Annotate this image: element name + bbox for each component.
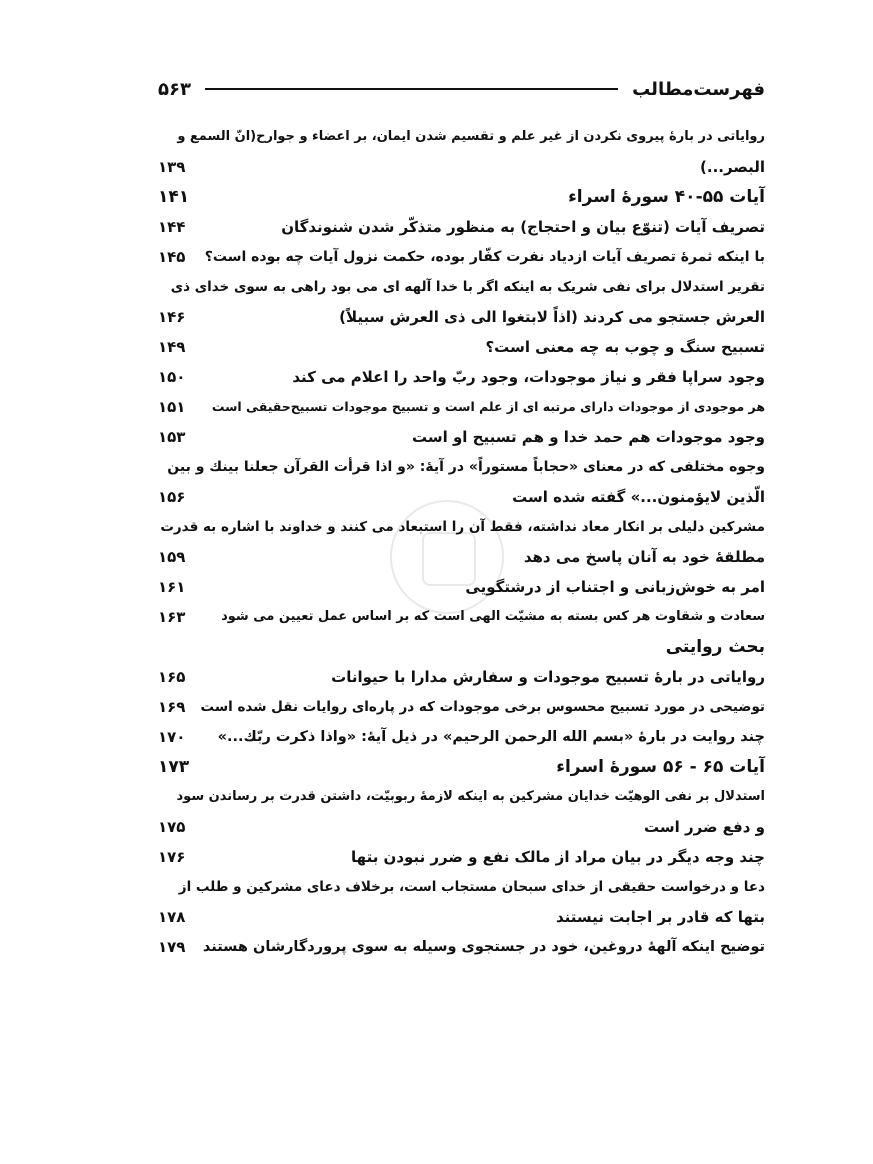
toc-entry: [158, 812, 765, 842]
toc-entry: [158, 932, 765, 962]
toc-entry: [158, 392, 765, 422]
toc-entry-text: چند روایت در بارهٔ «بسم الله الرحمن الرحیم» در ذیل آیهٔ: «واذا ذکرت ربّك...»: [217, 729, 765, 745]
toc-section-title: آیات ۵۵-۴۰ سورهٔ اسراء: [568, 187, 765, 207]
toc-entry-page: ۱۷۵: [158, 818, 186, 836]
toc-entry-text: تسبیح سنگ و چوب به چه معنی است؟: [485, 338, 765, 356]
toc-section-heading: [158, 182, 765, 212]
toc-entry-page: ۱۴۵: [158, 248, 186, 266]
toc-entry-page: ۱۵۱: [158, 398, 186, 416]
toc-entry: [158, 602, 765, 632]
toc-entry-page: ۱۴۴: [158, 218, 186, 236]
toc-entry-text: امر به خوش‌زبانی و اجتناب از درشتگویی: [465, 578, 765, 596]
toc-entry-text: استدلال بر نفی الوهیّت خدایان مشرکین به اینکه لازمهٔ ربوبیّت، داشتن قدرت بر رساندن سود: [176, 789, 765, 804]
toc-entry-text: توضیح اینکه آلههٔ دروغین، خود در جستجوی وسیله به سوی پروردگارشان هستند: [202, 939, 765, 955]
toc-entry: [158, 512, 765, 542]
toc-entry: [158, 362, 765, 392]
toc-entry-page: ۱۳۹: [158, 158, 186, 176]
toc-entry-page: ۱۴۱: [158, 187, 190, 207]
toc-section-heading: [158, 632, 765, 662]
toc-entry-page: ۱۶۳: [158, 608, 186, 626]
toc-entry-page: ۱۵۳: [158, 428, 186, 446]
toc-entry-text: البصر...): [700, 158, 765, 176]
toc-entry: [158, 422, 765, 452]
toc-entry: [158, 872, 765, 902]
toc-entry-page: ۱۵۹: [158, 548, 186, 566]
toc-entry-page: ۱۴۹: [158, 338, 186, 356]
toc-section-heading: [158, 752, 765, 782]
toc-entry-text: و دفع ضرر است: [644, 818, 765, 836]
toc-entry: [158, 242, 765, 272]
toc-entry-text: وجود سراپا فقر و نیاز موجودات، وجود ربّ واحد را اعلام می کند: [292, 368, 765, 386]
header-page-number: ۵۶۳: [158, 78, 191, 100]
toc-entry-text: مطلقهٔ خود به آنان پاسخ می دهد: [523, 548, 765, 566]
toc-entry-text: چند وجه دیگر در بیان مراد از مالک نفع و ضرر نبودن بتها: [351, 848, 765, 866]
toc-entry: [158, 332, 765, 362]
toc-entry-text: تصریف آیات (تنوّع بیان و احتجاج) به منظور متذکّر شدن شنوندگان: [281, 218, 765, 236]
toc-entry: [158, 212, 765, 242]
toc-entry-page: ۱۷۳: [158, 757, 190, 777]
toc-entry: [158, 722, 765, 752]
toc-entry-text: وجود موجودات هم حمد خدا و هم تسبیح او است: [411, 428, 765, 446]
header-title: فهرست‌مطالب: [632, 78, 765, 100]
toc-entry-page: ۱۷۹: [158, 938, 186, 956]
toc-entry: [158, 122, 765, 152]
toc-entry-page: ۱۶۵: [158, 668, 186, 686]
toc-entry: [158, 782, 765, 812]
header-rule: [205, 88, 618, 90]
toc-entry-page: ۱۶۱: [158, 578, 186, 596]
toc-entry-text: روایاتی در بارهٔ تسبیح موجودات و سفارش مدارا با حیوانات: [331, 668, 765, 686]
toc-entry: [158, 152, 765, 182]
toc-entry-text: روایاتی در بارهٔ پیروی نکردن از غیر علم و تقسیم شدن ایمان، بر اعضاء و جوارح(انّ السمع و: [177, 129, 765, 144]
toc-entry-page: ۱۷۸: [158, 908, 186, 926]
toc-entry-page: ۱۵۰: [158, 368, 186, 386]
toc-entry-text: تقریر استدلال برای نفی شریک به اینکه اگر با خدا آلهه ای می بود راهی به سوی خدای ذی: [170, 279, 765, 295]
toc-entry: [158, 842, 765, 872]
toc-section-title: بحث روایتی: [665, 637, 765, 657]
toc-entry: [158, 902, 765, 932]
table-of-contents: [158, 122, 765, 962]
toc-entry-text: العرش جستجو می کردند (اذاً لابتغوا الی ذی العرش سبیلاً): [339, 308, 765, 326]
toc-entry-page: ۱۵۶: [158, 488, 186, 506]
toc-entry-text: دعا و درخواست حقیقی از خدای سبحان مستجاب است، برخلاف دعای مشرکین و طلب از: [178, 879, 765, 895]
toc-entry: [158, 542, 765, 572]
toc-entry: [158, 272, 765, 302]
toc-entry-page: ۱۷۰: [158, 728, 186, 746]
toc-entry: [158, 482, 765, 512]
toc-entry: [158, 452, 765, 482]
toc-entry-text: وجوه مختلفی که در معنای «حجاباً مستوراً» در آیهٔ: «و اذا قرأت القرآن جعلنا بینك و بین: [167, 459, 765, 475]
toc-entry-text: بتها که قادر بر اجابت نیستند: [556, 908, 765, 926]
toc-entry-text: هر موجودی از موجودات دارای مرتبه ای از علم است و تسبیح موجودات تسبیح‌حقیقی است: [211, 399, 765, 414]
toc-entry: [158, 302, 765, 332]
toc-entry: [158, 572, 765, 602]
toc-entry-text: الّذین لایؤمنون...» گفته شده است: [512, 488, 765, 506]
toc-entry: [158, 662, 765, 692]
toc-entry-text: توضیحی در مورد تسبیح محسوس برخی موجودات که در پاره‌ای روایات نقل شده است: [200, 699, 765, 715]
toc-entry-page: ۱۴۶: [158, 308, 186, 326]
toc-entry-text: با اینکه ثمرهٔ تصریف آیات ازدیاد نفرت کفّار بوده، حکمت نزول آیات چه بوده است؟: [204, 249, 765, 265]
toc-entry: [158, 692, 765, 722]
toc-entry-text: مشرکین دلیلی بر انکار معاد نداشته، فقط آن را استبعاد می کنند و خداوند با اشاره به قدرت: [160, 519, 765, 535]
toc-section-title: آیات ۶۵ - ۵۶ سورهٔ اسراء: [556, 757, 765, 777]
toc-entry-text: سعادت و شقاوت هر کس بسته به مشیّت الهی است که بر اساس عمل تعیین می شود: [221, 609, 765, 624]
toc-entry-page: ۱۷۶: [158, 848, 186, 866]
toc-entry-page: ۱۶۹: [158, 698, 186, 716]
page-header: [158, 72, 765, 106]
